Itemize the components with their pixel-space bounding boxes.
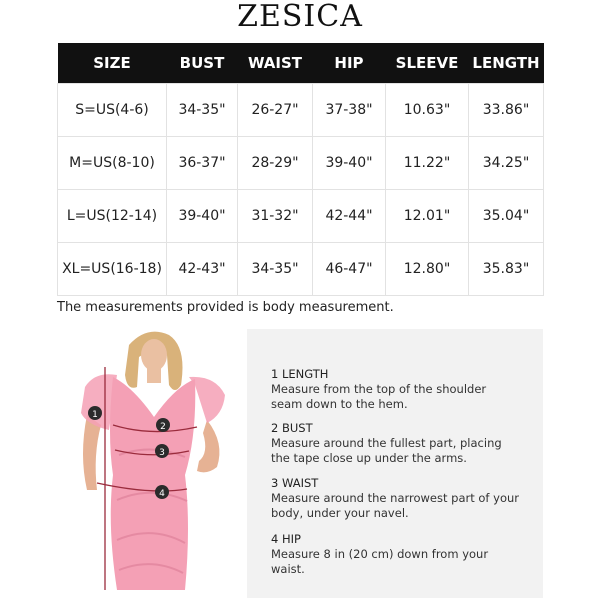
measurement-guide-panel <box>247 329 543 598</box>
hip-cell: 37-38" <box>313 84 386 137</box>
guide-item-hip <box>271 532 521 577</box>
bust-cell: 39-40" <box>167 190 238 243</box>
guide-item-length <box>271 367 521 412</box>
size-cell: L=US(12-14) <box>58 190 167 243</box>
header-sleeve: SLEEVE <box>386 43 469 84</box>
sleeve-cell: 10.63" <box>386 84 469 137</box>
header-hip: HIP <box>313 43 386 84</box>
guide-title: 4 HIP <box>271 532 301 546</box>
table-row <box>58 243 544 296</box>
guide-item-waist <box>271 476 521 521</box>
waist-cell: 28-29" <box>238 137 313 190</box>
table-row <box>58 190 544 243</box>
waist-cell: 34-35" <box>238 243 313 296</box>
guide-description: Measure 8 in (20 cm) down from your waist. <box>271 547 489 576</box>
sleeve-cell: 12.80" <box>386 243 469 296</box>
header-waist: WAIST <box>238 43 313 84</box>
bust-cell: 36-37" <box>167 137 238 190</box>
sleeve-cell: 11.22" <box>386 137 469 190</box>
waist-cell: 26-27" <box>238 84 313 137</box>
table-header-row <box>58 43 544 84</box>
brand-logo: ZESICA <box>237 0 363 34</box>
size-cell: M=US(8-10) <box>58 137 167 190</box>
sleeve-cell: 12.01" <box>386 190 469 243</box>
length-cell: 35.83" <box>469 243 544 296</box>
header-size: SIZE <box>58 43 167 84</box>
length-cell: 33.86" <box>469 84 544 137</box>
marker-label-3: 3 <box>159 448 165 458</box>
model-illustration <box>57 325 247 600</box>
guide-title: 3 WAIST <box>271 476 319 490</box>
guide-description: Measure around the fullest part, placing the tape close up under the arms. <box>271 436 502 465</box>
length-cell: 34.25" <box>469 137 544 190</box>
guide-title: 1 LENGTH <box>271 367 329 381</box>
length-cell: 35.04" <box>469 190 544 243</box>
guide-title: 2 BUST <box>271 421 313 435</box>
hip-cell: 46-47" <box>313 243 386 296</box>
header-bust: BUST <box>167 43 238 84</box>
marker-label-2: 2 <box>160 422 166 432</box>
guide-item-bust <box>271 421 521 466</box>
size-chart-table <box>57 43 544 296</box>
bust-cell: 42-43" <box>167 243 238 296</box>
guide-description: Measure from the top of the shoulder seam down to the hem. <box>271 382 487 411</box>
marker-label-4: 4 <box>159 489 165 499</box>
measurement-note: The measurements provided is body measurement. <box>57 300 394 315</box>
marker-label-1: 1 <box>92 410 98 420</box>
bust-cell: 34-35" <box>167 84 238 137</box>
model-figure <box>57 325 247 600</box>
waist-cell: 31-32" <box>238 190 313 243</box>
size-cell: XL=US(16-18) <box>58 243 167 296</box>
header-length: LENGTH <box>469 43 544 84</box>
table-row <box>58 84 544 137</box>
hip-cell: 42-44" <box>313 190 386 243</box>
size-cell: S=US(4-6) <box>58 84 167 137</box>
hip-cell: 39-40" <box>313 137 386 190</box>
guide-description: Measure around the narrowest part of your body, under your navel. <box>271 491 519 520</box>
table-row <box>58 137 544 190</box>
